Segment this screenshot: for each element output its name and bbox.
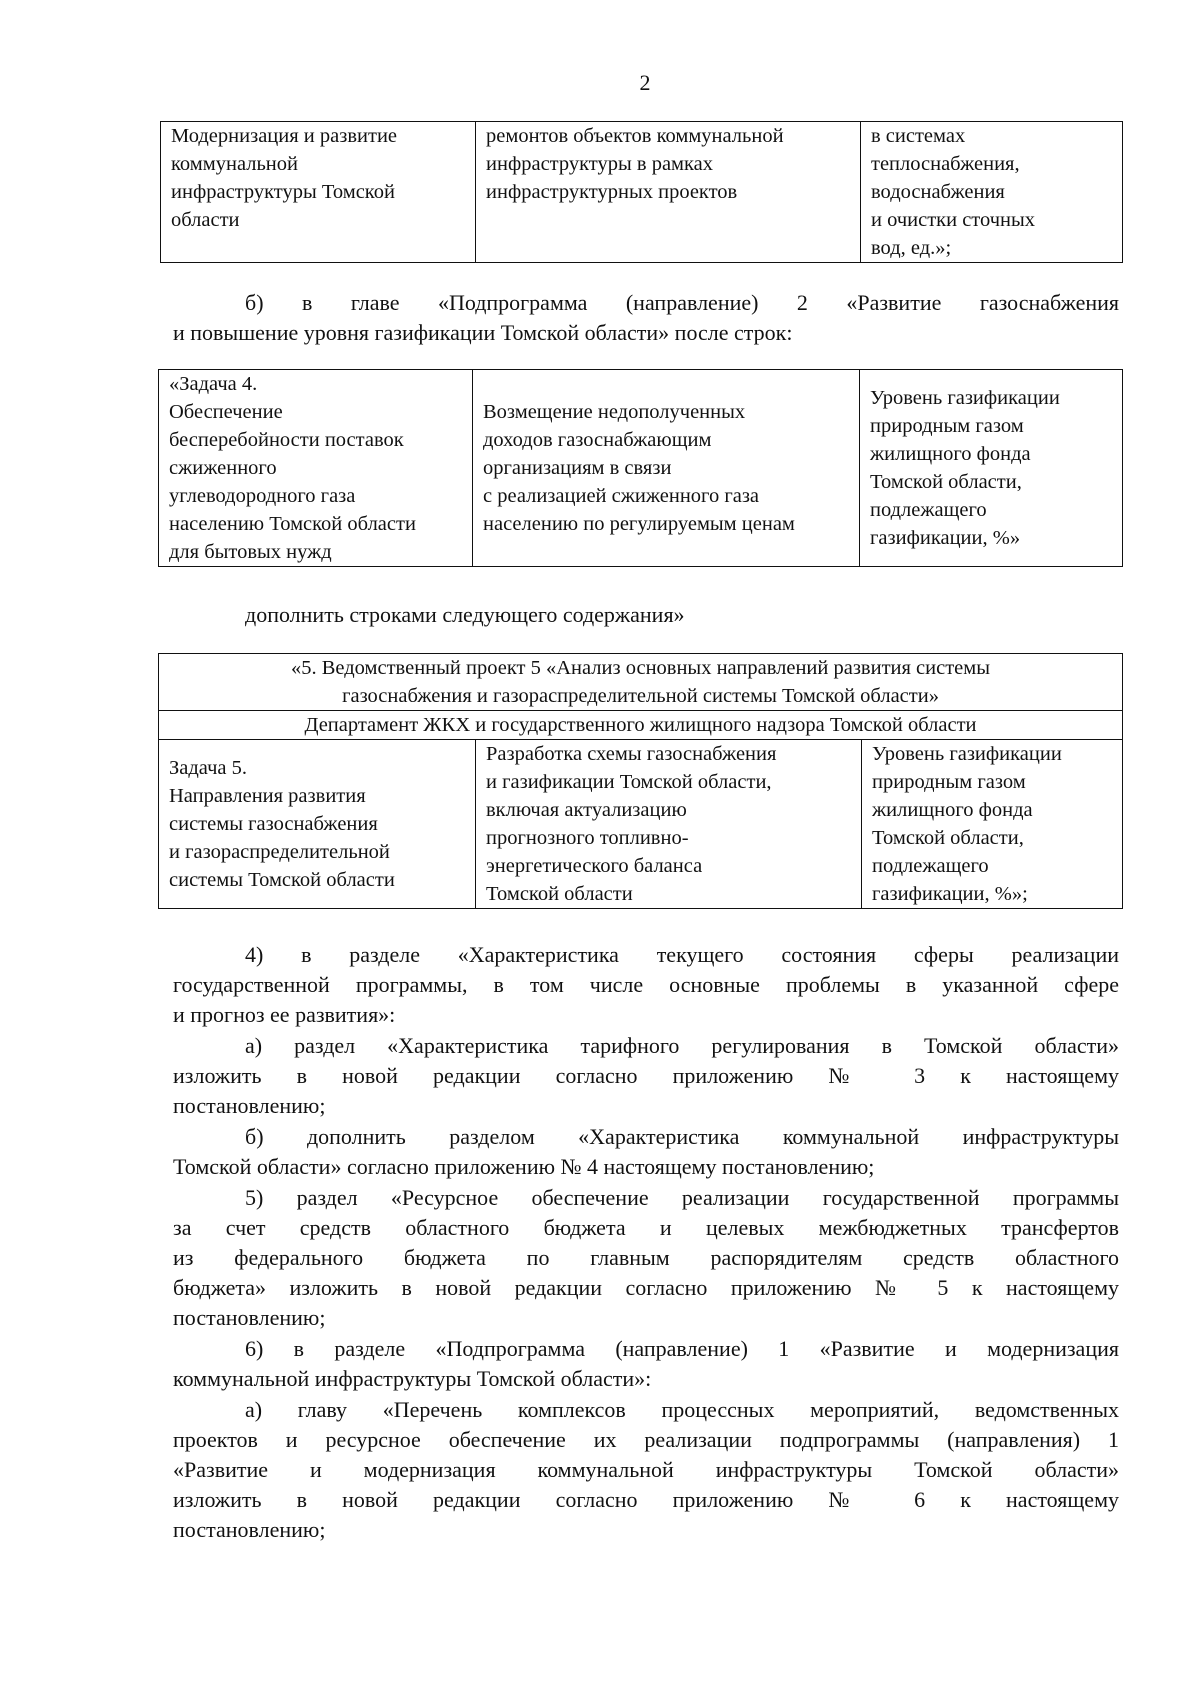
cell-line: Уровень газификации [870, 387, 1060, 409]
cell-line: инфраструктуры в рамках [486, 153, 714, 175]
table-project-5 [158, 653, 1123, 909]
table-task-4 [158, 369, 1123, 567]
cell-line: ремонтов объектов коммунальной [486, 125, 784, 147]
paragraph-line: а) главу «Перечень комплексов процессных мероприятий, ведомственных [245, 1397, 1119, 1422]
paragraph-item-6a [173, 1395, 1119, 1545]
cell-line: Уровень газификации [872, 743, 1062, 765]
paragraph-item-6 [173, 1334, 1119, 1394]
paragraph-line: б) дополнить разделом «Характеристика коммунальной инфраструктуры [245, 1124, 1119, 1149]
paragraph-line: постановлению; [173, 1093, 326, 1118]
cell-line: «5. Ведомственный проект 5 «Анализ основных направлений развития системы [290, 657, 991, 679]
cell-line: вод, ед.»; [871, 237, 952, 259]
table-row [159, 711, 1123, 740]
cell-line: доходов газоснабжающим [483, 429, 712, 451]
cell-line: системы Томской области [169, 869, 395, 891]
paragraph-line: 5) раздел «Ресурсное обеспечение реализации государственной программы [245, 1185, 1119, 1210]
table-row [159, 654, 1123, 711]
paragraph-item-5 [173, 1183, 1119, 1333]
paragraph-item-4 [173, 940, 1119, 1030]
paragraph-line: 6) в разделе «Подпрограмма (направление) 1 «Развитие и модернизация [245, 1336, 1119, 1361]
paragraph-line: дополнить строками следующего содержания» [245, 602, 685, 627]
table-row [159, 740, 1123, 909]
cell-line: инфраструктурных проектов [486, 181, 738, 203]
table-row [159, 370, 1123, 567]
cell-line: организациям в связи [483, 457, 672, 479]
cell-line: теплоснабжения, [871, 153, 1020, 175]
table-cell [476, 740, 862, 909]
cell-line: Департамент ЖКХ и государственного жилищного надзора Томской области [304, 714, 977, 736]
cell-line: углеводородного газа [169, 485, 356, 507]
cell-line: в системах [871, 125, 966, 147]
cell-line: газификации, %»; [872, 883, 1028, 905]
cell-line: включая актуализацию [486, 799, 687, 821]
paragraph-item-4a [173, 1031, 1119, 1121]
cell-line: жилищного фонда [870, 443, 1031, 465]
table-cell [161, 122, 476, 263]
project-header-cell [159, 654, 1123, 711]
paragraph-line: за счет средств областного бюджета и целевых межбюджетных трансфертов [173, 1215, 1119, 1240]
cell-line: системы газоснабжения [169, 813, 378, 835]
table-continuation [160, 121, 1123, 263]
table-cell [159, 740, 476, 909]
page-number: 2 [639, 70, 651, 95]
cell-line: «Задача 4. [169, 373, 258, 395]
cell-line: и газораспределительной [169, 841, 390, 863]
cell-line: Модернизация и развитие [171, 125, 398, 147]
supplement-line [173, 600, 1119, 630]
paragraph-line: «Развитие и модернизация коммунальной инфраструктуры Томской области» [173, 1457, 1119, 1482]
paragraph-line: коммунальной инфраструктуры Томской области»: [173, 1366, 652, 1391]
cell-line: водоснабжения [871, 181, 1005, 203]
table-cell [860, 370, 1123, 567]
paragraph-line: государственной программы, в том числе основные проблемы в указанной сфере [173, 972, 1119, 997]
cell-line: подлежащего [870, 499, 987, 521]
cell-line: Томской области [486, 883, 633, 905]
cell-line: газоснабжения и газораспределительной системы Томской области» [342, 685, 939, 707]
table-cell [862, 740, 1123, 909]
paragraph-line: а) раздел «Характеристика тарифного регулирования в Томской области» [245, 1033, 1119, 1058]
cell-line: и очистки сточных [871, 209, 1036, 231]
paragraph-line: изложить в новой редакции согласно приложению № 6 к настоящему [173, 1487, 1119, 1512]
paragraph-item-4b [173, 1122, 1119, 1182]
paragraph-line: Томской области» согласно приложению № 4 настоящему постановлению; [173, 1154, 875, 1179]
cell-line: газификации, %» [870, 527, 1021, 549]
cell-line: природным газом [872, 771, 1026, 793]
cell-line: жилищного фонда [872, 799, 1033, 821]
cell-line: инфраструктуры Томской [171, 181, 395, 203]
cell-line: природным газом [870, 415, 1024, 437]
cell-line: коммунальной [171, 153, 298, 175]
paragraph-line: 4) в разделе «Характеристика текущего состояния сферы реализации [245, 942, 1119, 967]
cell-line: и газификации Томской области, [486, 771, 772, 793]
table-cell [473, 370, 860, 567]
cell-line: Разработка схемы газоснабжения [486, 743, 777, 765]
cell-line: Обеспечение [169, 401, 283, 423]
cell-line: населению Томской области [169, 513, 416, 535]
cell-line: Возмещение недополученных [483, 401, 746, 423]
table-cell [861, 122, 1123, 263]
paragraph-line: изложить в новой редакции согласно приложению № 3 к настоящему [173, 1063, 1119, 1088]
cell-line: населению по регулируемым ценам [483, 513, 795, 535]
cell-line: подлежащего [872, 855, 989, 877]
paragraph-line: проектов и ресурсное обеспечение их реализации подпрограммы (направления) 1 [173, 1427, 1119, 1452]
paragraph-b-chapter [173, 288, 1119, 348]
paragraph-line: из федерального бюджета по главным распорядителям средств областного [173, 1245, 1119, 1270]
table-row [161, 122, 1123, 263]
cell-line: бесперебойности поставок [169, 429, 404, 451]
cell-line: сжиженного [169, 457, 277, 479]
cell-line: прогнозного топливно- [486, 827, 689, 849]
paragraph-line: и повышение уровня газификации Томской области» после строк: [173, 320, 793, 345]
paragraph-line: постановлению; [173, 1517, 326, 1542]
cell-line: энергетического баланса [486, 855, 703, 877]
cell-line: Задача 5. [169, 757, 247, 779]
department-cell [159, 711, 1123, 740]
cell-line: области [171, 209, 240, 231]
cell-line: для бытовых нужд [169, 541, 332, 563]
paragraph-line: и прогноз ее развития»: [173, 1002, 396, 1027]
cell-line: Направления развития [169, 785, 366, 807]
paragraph-line: б) в главе «Подпрограмма (направление) 2 «Развитие газоснабжения [245, 290, 1119, 315]
cell-line: Томской области, [872, 827, 1024, 849]
cell-line: с реализацией сжиженного газа [483, 485, 760, 507]
table-cell [476, 122, 861, 263]
table-cell [159, 370, 473, 567]
paragraph-line: постановлению; [173, 1305, 326, 1330]
paragraph-line: бюджета» изложить в новой редакции согласно приложению № 5 к настоящему [173, 1275, 1119, 1300]
cell-line: Томской области, [870, 471, 1022, 493]
